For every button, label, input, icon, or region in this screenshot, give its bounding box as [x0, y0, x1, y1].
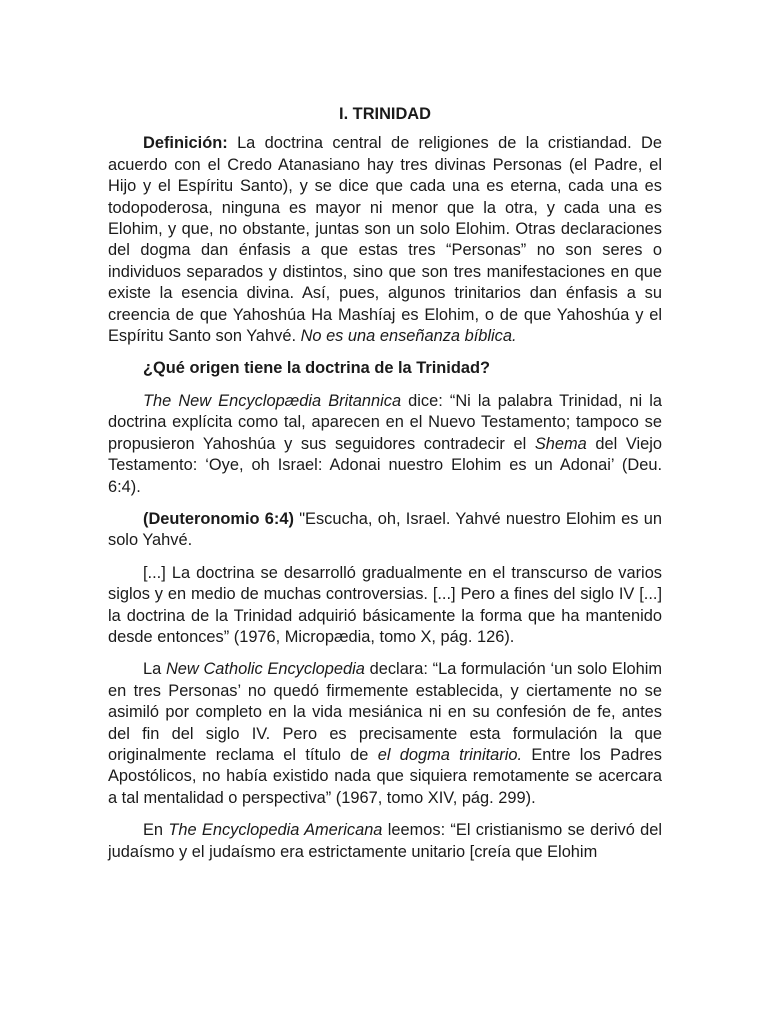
page-title: I. TRINIDAD [339, 105, 431, 123]
catholic-text-c: Entre los Padres Apostólicos, no había existido nada que siquiera remotamente se acercara a tal mentalidad o perspectiva” (1967, tomo XIV, pág. 299). [108, 745, 662, 807]
americana-paragraph [108, 820, 662, 863]
shema-term: Shema [534, 434, 587, 453]
britannica-source: The New Encyclopædia Britannica [143, 391, 402, 410]
britannica-text-a: dice: “Ni la palabra Trinidad, ni la doctrina explícita como tal, aparecen en el Nuevo Testamento; tampoco se propusieron Yahoshúa y sus seguidores contradecir el [108, 391, 662, 453]
catholic-source: New Catholic Encyclopedia [165, 660, 365, 679]
definition-text: La doctrina central de religiones de la cristiandad. De acuerdo con el Credo Atanasiano hay tres divinas Personas (el Padre, el Hijo y el Espíritu Santo), y se dice que cada una es eterna, cada una es todopoderosa, ninguna es mayor ni menor que la otra, y cada una es Elohim, y que, no obstante, juntas son un solo Elohim. Otras declaraciones del dogma dan énfasis a que estas tres “Personas” no son seres o individuos separados y distintos, sino que son tres manifestaciones en que existe la esencia divina. Así, pues, algunos trinitarios dan énfasis a su creencia de que Yahoshúa Ha Mashíaj es Elohim, o de que Yahoshúa y el Espíritu Santo son Yahvé. [108, 134, 662, 346]
deuteronomy-paragraph [108, 509, 662, 552]
section-question: ¿Qué origen tiene la doctrina de la Trinidad? [143, 359, 490, 378]
deuteronomy-text: "Escucha, oh, Israel. Yahvé nuestro Elohim es un solo Yahvé. [108, 509, 662, 550]
development-paragraph: [...] La doctrina se desarrolló gradualmente en el transcurso de varios siglos y en medio de muchas controversias. [...] Pero a fines del siglo IV [...] la doctrina de la Trinidad adquirió básicamente la forma que ha mantenido desde entonces” (1976, Micropædia, tomo X, pág. 126). [108, 563, 662, 646]
catholic-text-a: La [143, 660, 166, 679]
definition-paragraph [108, 133, 662, 347]
americana-source: The Encyclopedia Americana [168, 821, 383, 840]
catholic-text-b: declara: “La formulación ‘un solo Elohim en tres Personas’ no quedó firmemente establecida, y ciertamente no se asimiló por completo en la vida mesiánica ni en su confesión de fe, antes del fin del siglo IV. Pero es precisamente esta formulación la que originalmente reclama el título de [108, 660, 662, 764]
document-page [108, 104, 662, 874]
americana-text-b: leemos: “El cristianismo se derivó del judaísmo y el judaísmo era estrictamente unitario [creía que Elohim [108, 821, 662, 861]
britannica-text-b: del Viejo Testamento: ‘Oye, oh Israel: Adonai nuestro Elohim es un Adonai’ (Deu. 6:4). [108, 434, 662, 496]
definition-label: Definición: [143, 134, 228, 153]
britannica-paragraph [108, 391, 662, 498]
americana-text-a: En [143, 821, 169, 840]
definition-emphasis: No es una enseñanza bíblica. [300, 327, 517, 346]
catholic-emphasis: el dogma trinitario. [377, 745, 523, 764]
catholic-paragraph [108, 659, 662, 809]
deuteronomy-ref: (Deuteronomio 6:4) [143, 509, 294, 528]
